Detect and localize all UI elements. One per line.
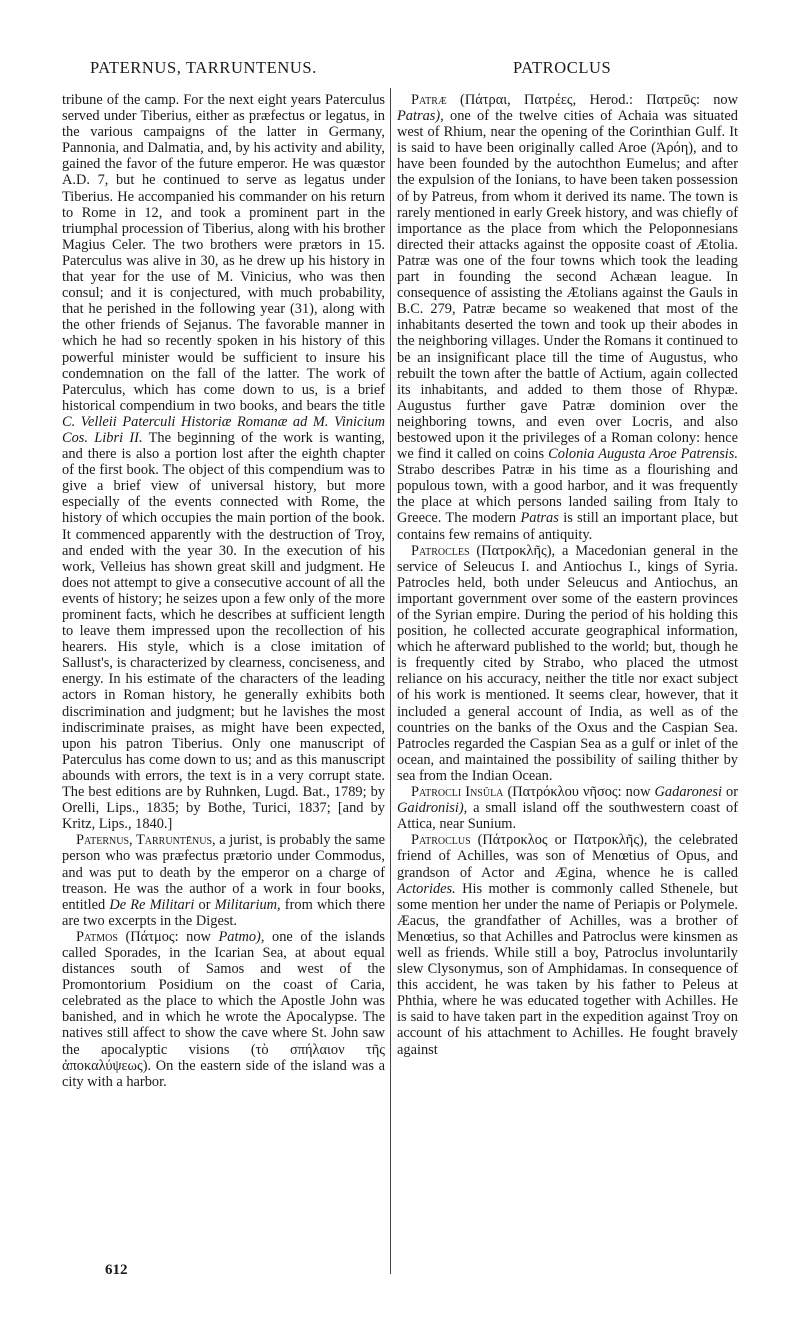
column-divider	[390, 88, 391, 1274]
entry-patrocles	[397, 543, 738, 784]
paternus-work-title: De Re Militari	[109, 896, 195, 913]
paternus-or: or	[198, 896, 211, 913]
left-column	[62, 92, 385, 1090]
headword-patrae: Patræ	[411, 92, 447, 108]
patrocles-text: (Πατροκλῆς), a Macedonian general in the service of Seleucus I. and Antiochus I., kings of Syria. Patrocles held, both under Seleucus and Antiochus, an important government over some of the eastern provinces of the Syrian empire. During the period of his holding this position, he collected accurate geographical information, which he afterward published to the world; but, though he is frequently cited by Strabo, who placed the utmost reliance on his accuracy, neither the title nor exact subject of his work is mentioned. It seems clear, however, that it included a general account of India, as well as of the countries on the banks of the Oxus and the Caspian Sea. Patrocles regarded the Caspian Sea as a gulf or inlet of the ocean, and maintained the possibility of sailing thither by sea from the Indian Ocean.	[397, 542, 738, 784]
entry-patroclus	[397, 832, 738, 1057]
patroclus-text-2: His mother is commonly called Sthenele, but some mention her under the name of Periapis or Polymele. Æacus, the grandfather of Achilles, was a brother of Menœtius, so that Achilles and Patroclus were kinsmen as well as friends. While still a boy, Patroclus involuntarily slew Clysonymus, son of Amphidamas. In consequence of this accident, he was taken by his father to Peleus at Phthia, where he was educated together with Achilles. He is said to have taken part in the expedition against Troy on account of his attachment to Achilles. He fought bravely against	[397, 880, 738, 1058]
velleius-text-2: The beginning of the work is wanting, and there is also a portion lost after the eighth chapter of the first book. The object of this compendium was to give a brief view of universal history, but more especially of the events connected with Rome, the history of which occupies the main portion of the book. It commenced apparently with the destruction of Troy, and ended with the year 30. In the execution of his work, Velleius has shown great skill and judgment. He does not attempt to give a consecutive account of all the events of history; he seizes upon a few only of the more prominent facts, which he describes at sufficient length to leave them impressed upon the recollection of his hearers. His style, which is a close imitation of Sallust's, is characterized by clearness, conciseness, and energy. In his estimate of the characters of the leading actors in Roman history, he generally exhibits both discrimination and judgment; but he lavishes the most indiscriminate praises, as might have been expected, upon his patron Tiberius. Only one manuscript of Paterculus has come down to us; and as this manuscript abounds with errors, the text is in a very corrupt state. The best editions are by Ruhnken, Lugd. Bat., 1789; by Orelli, Lips., 1835; by Bothe, Turici, 1837; [and by Kritz, Lips., 1840.]	[62, 429, 386, 833]
patrae-modern-name: Patras),	[397, 108, 444, 125]
running-head-left: PATERNUS, TARRUNTENUS.	[90, 58, 317, 77]
headword-patroclus: Patroclus	[411, 832, 471, 849]
patmos-text: one of the islands called Sporades, in the Icarian Sea, at about equal distances south of Samos and west of the Promontorium Posidium on the coast of Caria, celebrated as the place to which the Apostle John was banished, and in which he wrote the Apocalypse. The natives still affect to show the cave where St. John saw the apocalyptic visions (τὸ σπήλαιον τῆς ἀποκαλύψεως). On the eastern side of the island was a city with a harbor.	[62, 928, 385, 1090]
insula-greek: (Πατρόκλου νῆσος: now	[507, 784, 651, 801]
velleius-text: tribune of the camp. For the next eight years Paterculus served under Tiberius, either as præfectus or legatus, in the various campaigns of the latter in Germany, Pannonia, and Dalmatia, and, by his activity and ability, gained the favor of the future emperor. He was quæstor A.D. 7, but he continued to serve as legatus under Tiberius. He accompanied his commander on his return to Rome in 12, and took a prominent part in the triumphal procession of Tiberius, along with his brother Magius Celer. The two brothers were prætors in 15. Paterculus was alive in 30, as he drew up his history in that year for the use of M. Vinicius, who was then consul; and it is conjectured, with much probability, that he perished in the following year (31), along with the other friends of Sejanus. The favorable manner in which he had so recently spoken in his history of this powerful minister would be sufficient to insure his condemnation on the fall of the latter. The work of Paterculus, which has come down to us, is a brief historical compendium in two books, and bears the title	[62, 92, 385, 414]
right-column	[397, 92, 738, 1058]
entry-paternus	[62, 832, 385, 929]
patroclus-epithet: Actorides.	[397, 880, 456, 897]
insula-modern-name: Gadaronesi	[654, 784, 722, 801]
insula-text: a small island off the southwestern coast of Attica, near Sunium.	[397, 800, 738, 833]
insula-or: or	[726, 784, 739, 801]
running-head-right: PATROCLUS	[513, 58, 612, 77]
patrae-text-2: Strabo describes Patræ in his time as a flourishing and populous town, with a good harbor, and it was frequently the place at which persons landed sailing from Italy to Greece. The modern	[397, 462, 738, 527]
headword-patmos: Patmos	[76, 928, 118, 945]
patrae-text-3: is still an important place, but contains few remains of antiquity.	[397, 510, 738, 543]
entry-velleius-continued	[62, 92, 385, 832]
paternus-text-2: from which there are two excerpts in the Digest.	[62, 896, 385, 929]
headword-patrocles: Patrocles	[411, 542, 470, 559]
headword-patrocli-insula: Patrocli Insŭla	[411, 784, 504, 801]
page-number: 612	[105, 1262, 128, 1278]
patroclus-greek: (Πάτροκλος or Πατροκλῆς),	[477, 832, 648, 849]
velleius-work-title: C. Velleii Paterculi Historiæ Romanæ ad M. Vinicium Cos. Libri II.	[62, 413, 385, 446]
patmos-modern-name: Patmo),	[218, 928, 265, 945]
entry-patrae	[397, 92, 738, 543]
headword-paternus: Paternus, Tarruntēnus,	[76, 832, 216, 849]
paternus-work-title-2: Militarium,	[214, 896, 281, 913]
paternus-text: a jurist, is probably the same person who was præfectus prætorio under Commodus, and was put to death by the emperor on a charge of treason. He was the author of a work in four books, entitled	[62, 832, 385, 913]
patrae-greek: (Πάτραι, Πατρέες, Herod.: Πατρεῦς: now	[460, 92, 738, 108]
entry-patmos	[62, 929, 385, 1090]
patrae-modern-name-2: Patras	[520, 510, 559, 527]
entry-patrocli-insula	[397, 784, 738, 832]
patrae-text: one of the twelve cities of Achaia was situated west of Rhium, near the opening of the Corinthian Gulf. It is said to have been originally called Aroe (Ἀρόη), and to have been founded by the autochthon Eumelus; and after the expulsion of the Ionians, to have been taken possession of by Patreus, from whom it derived its name. The town is rarely mentioned in early Greek history, and was chiefly of importance as the place from which the Peloponnesians directed their attacks against the opposite coast of Ætolia. Patræ was one of the four towns which took the leading part in founding the second Achæan league. In consequence of assisting the Ætolians against the Gauls in B.C. 279, Patræ became so weakened that most of the inhabitants deserted the town and took up their abodes in the neighboring villages. Under the Romans it continued to be an insignificant place till the time of Augustus, who rebuilt the town after the battle of Actium, again collected its inhabitants, and added to them those of Rhypæ. Augustus further gave Patræ dominion over the neighboring towns, and even over Locris, and also bestowed upon it the privileges of a Roman colony: hence we find it called on coins	[397, 108, 738, 463]
insula-modern-name-2: Gaidronisi),	[397, 800, 468, 817]
patroclus-text: the celebrated friend of Achilles, was son of Menœtius of Opus, and grandson of Actor and Ægina, whence he is called	[397, 832, 738, 881]
patrae-coin-legend: Colonia Augusta Aroe Patrensis.	[548, 446, 739, 463]
patmos-greek: (Πάτμος: now	[125, 928, 211, 945]
